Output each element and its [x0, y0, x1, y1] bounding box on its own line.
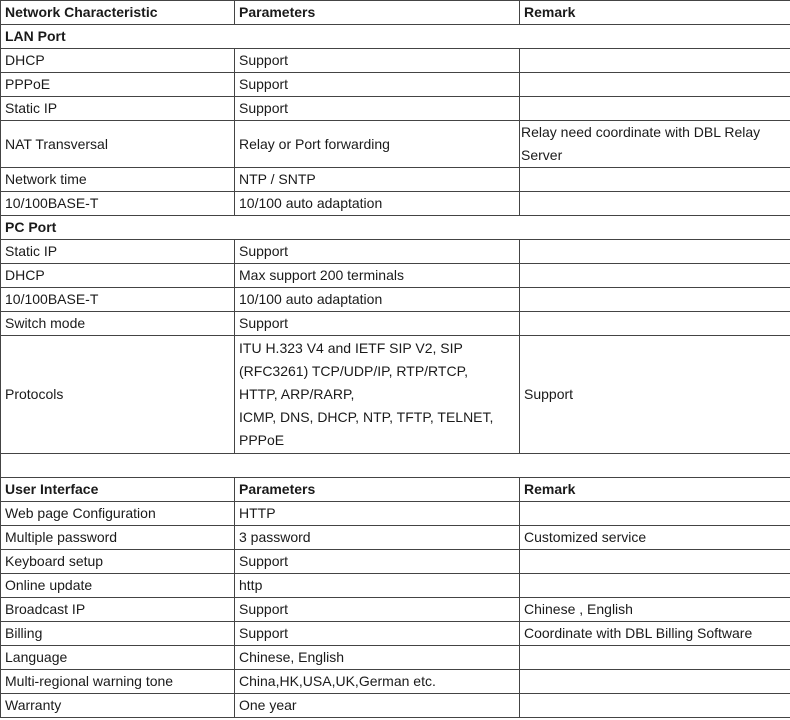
table-cell: Language	[1, 646, 235, 670]
table-cell: http	[235, 574, 520, 598]
table-cell: Switch mode	[1, 312, 235, 336]
table-cell: Support	[235, 550, 520, 574]
table-cell: 10/100 auto adaptation	[235, 192, 520, 216]
section-title: LAN Port	[1, 25, 790, 49]
table-row	[1, 312, 790, 336]
table-cell: Web page Configuration	[1, 502, 235, 526]
table-cell: PPPoE	[1, 73, 235, 97]
table-cell	[520, 49, 790, 73]
table-cell: 3 password	[235, 526, 520, 550]
header-cell: Network Characteristic	[1, 1, 235, 25]
table-row	[1, 670, 790, 694]
table-cell: Support	[235, 49, 520, 73]
table-cell	[520, 550, 790, 574]
table-cell: Support	[235, 312, 520, 336]
table-cell: Support	[235, 240, 520, 264]
table-cell: Static IP	[1, 240, 235, 264]
table-cell: Support	[520, 336, 790, 454]
table-cell	[520, 97, 790, 121]
table-cell	[520, 574, 790, 598]
table-row	[1, 121, 790, 168]
section-title: PC Port	[1, 216, 790, 240]
table-cell: Broadcast IP	[1, 598, 235, 622]
table-cell	[520, 240, 790, 264]
header-cell: Parameters	[235, 1, 520, 25]
table-cell: Support	[235, 622, 520, 646]
protocols-line: PPPoE	[239, 432, 285, 448]
header-cell: Parameters	[235, 478, 520, 502]
table-cell	[520, 288, 790, 312]
table-row	[1, 598, 790, 622]
table-cell: Support	[235, 598, 520, 622]
table-row	[1, 168, 790, 192]
protocols-line: ICMP, DNS, DHCP, NTP, TFTP, TELNET,	[239, 409, 494, 425]
table-row	[1, 97, 790, 121]
table-cell: Relay need coordinate with DBL Relay Server	[520, 121, 790, 168]
table-cell: Warranty	[1, 694, 235, 718]
table-cell	[520, 312, 790, 336]
table-cell: Keyboard setup	[1, 550, 235, 574]
protocols-line: HTTP, ARP/RARP,	[239, 386, 355, 402]
table-row	[1, 264, 790, 288]
pc-section-row	[1, 216, 790, 240]
ui-header-row	[1, 478, 790, 502]
table-cell: Support	[235, 97, 520, 121]
table-cell	[520, 502, 790, 526]
table-row	[1, 73, 790, 97]
table-cell: Chinese, English	[235, 646, 520, 670]
table-cell: Max support 200 terminals	[235, 264, 520, 288]
table-cell: 10/100BASE-T	[1, 288, 235, 312]
table-row	[1, 288, 790, 312]
table-cell: 10/100BASE-T	[1, 192, 235, 216]
table-row	[1, 574, 790, 598]
blank-cell	[1, 454, 790, 478]
table-cell: Chinese , English	[520, 598, 790, 622]
table-cell: Online update	[1, 574, 235, 598]
table-cell	[520, 168, 790, 192]
protocols-line: ITU H.323 V4 and IETF SIP V2, SIP	[239, 340, 463, 356]
table-cell	[520, 73, 790, 97]
table-cell: Billing	[1, 622, 235, 646]
blank-separator-row	[1, 454, 790, 478]
table-cell: Support	[235, 73, 520, 97]
table-cell: Protocols	[1, 336, 235, 454]
table-cell: NAT Transversal	[1, 121, 235, 168]
table-cell: Multi-regional warning tone	[1, 670, 235, 694]
table-cell	[520, 264, 790, 288]
table-row	[1, 192, 790, 216]
network-header-row	[1, 1, 790, 25]
lan-section-row	[1, 25, 790, 49]
protocols-list	[235, 336, 520, 454]
table-cell: 10/100 auto adaptation	[235, 288, 520, 312]
table-row	[1, 550, 790, 574]
table-row	[1, 646, 790, 670]
table-cell: DHCP	[1, 264, 235, 288]
table-cell	[520, 192, 790, 216]
table-cell: HTTP	[235, 502, 520, 526]
table-cell	[520, 646, 790, 670]
protocols-line: (RFC3261) TCP/UDP/IP, RTP/RTCP,	[239, 363, 468, 379]
protocols-row	[1, 336, 790, 454]
table-row	[1, 502, 790, 526]
table-row	[1, 694, 790, 718]
header-cell: Remark	[520, 478, 790, 502]
table-cell: Network time	[1, 168, 235, 192]
table-cell: Static IP	[1, 97, 235, 121]
table-cell: One year	[235, 694, 520, 718]
table-cell: China,HK,USA,UK,German etc.	[235, 670, 520, 694]
table-cell: Multiple password	[1, 526, 235, 550]
table-row	[1, 526, 790, 550]
table-cell: NTP / SNTP	[235, 168, 520, 192]
table-cell: DHCP	[1, 49, 235, 73]
table-row	[1, 240, 790, 264]
header-cell: Remark	[520, 1, 790, 25]
table-row	[1, 622, 790, 646]
table-cell: Coordinate with DBL Billing Software	[520, 622, 790, 646]
table-cell: Customized service	[520, 526, 790, 550]
header-cell: User Interface	[1, 478, 235, 502]
table-row	[1, 49, 790, 73]
table-cell	[520, 694, 790, 718]
table-cell: Relay or Port forwarding	[235, 121, 520, 168]
table-cell	[520, 670, 790, 694]
